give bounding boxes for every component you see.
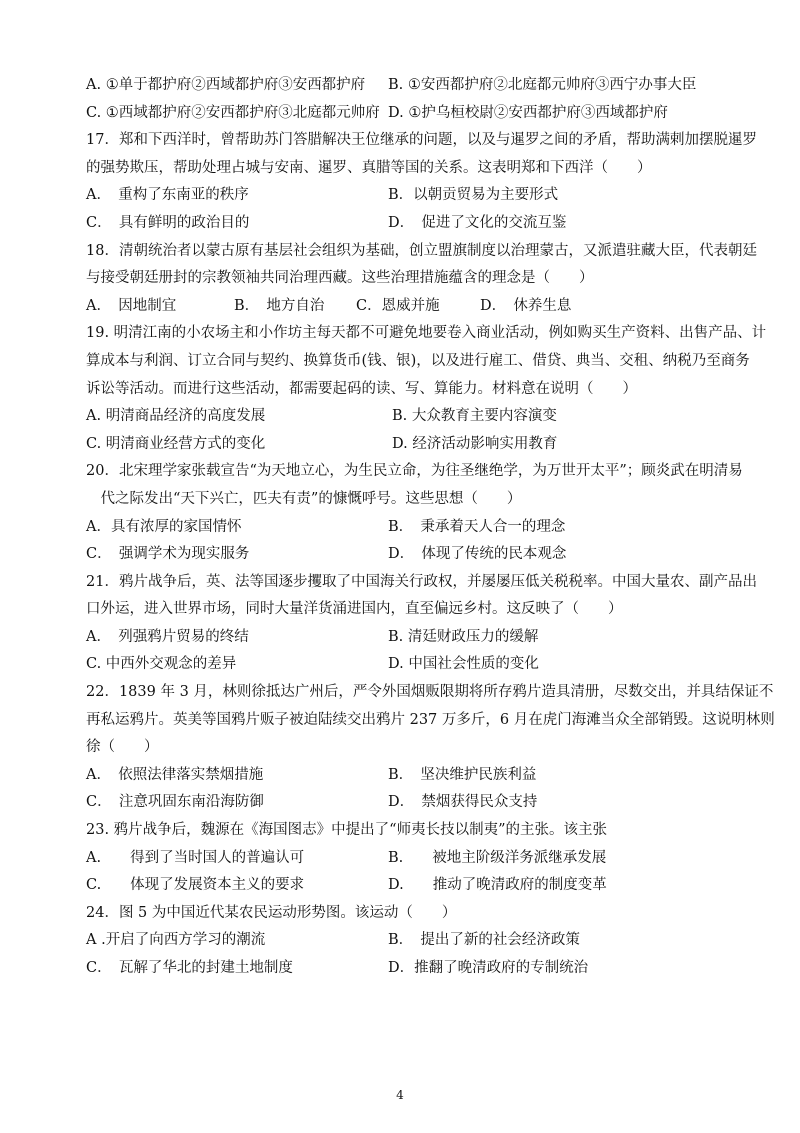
question-stem-line: 18．清朝统治者以蒙古原有基层社会组织为基础，创立盟旗制度以治理蒙古，又派遣驻藏大臣，代表朝廷 xyxy=(86,242,757,259)
question-stem-line: 22．1839 年 3 月，林则徐抵达广州后，严令外国烟贩限期将所存鸦片造具清册，尽数交出，并具结保证不 xyxy=(86,684,774,701)
question-stem-line: 17．郑和下西洋时，曾帮助苏门答腊解决王位继承的问题，以及与暹罗之间的矛盾，帮助满剌加摆脱暹罗 xyxy=(86,132,757,149)
option-row xyxy=(86,845,722,873)
option-c[interactable]: C． 强调学术为现实服务 xyxy=(86,546,250,563)
question-stem-line: 21．鸦片战争后，英、法等国逐步攫取了中国海关行政权，并屡屡压低关税税率。中国大量农、副产品出 xyxy=(86,573,757,590)
option-d[interactable]: D. ①护乌桓校尉②安西都护府③西域都护府 xyxy=(388,104,668,121)
option-b[interactable]: B． 秉承着天人合一的理念 xyxy=(388,518,566,535)
option-d[interactable]: D． 休养生息 xyxy=(480,297,572,314)
question-20 xyxy=(86,458,743,568)
option-d[interactable]: D．推翻了晚清政府的专制统治 xyxy=(388,960,589,976)
question-16-options xyxy=(86,72,722,127)
question-stem-line: 与接受朝廷册封的宗教领袖共同治理西藏。这些治理措施蕴含的理念是（ ） xyxy=(86,270,594,287)
question-24 xyxy=(86,900,722,983)
page-number: 4 xyxy=(396,1088,404,1102)
question-stem-line: 再私运鸦片。英美等国鸦片贩子被迫陆续交出鸦片 237 万多斤，6 月在虎门海滩当众全部销毁。这说明林则 xyxy=(86,711,775,728)
option-a[interactable]: A. 得到了当时国人的普遍认可 xyxy=(86,849,305,866)
exam-page xyxy=(86,72,775,983)
option-b[interactable]: B. ①安西都护府②北庭都元帅府③西宁办事大臣 xyxy=(388,77,697,93)
option-c[interactable]: C． 具有鲜明的政治目的 xyxy=(86,214,250,231)
question-18 xyxy=(86,238,757,321)
option-row xyxy=(86,431,722,459)
option-d[interactable]: D. 推动了晚清政府的制度变革 xyxy=(388,877,607,894)
option-row xyxy=(86,72,722,100)
option-a[interactable]: A. ①单于都护府②西域都护府③安西都护府 xyxy=(86,77,366,93)
option-c[interactable]: C． 瓦解了华北的封建土地制度 xyxy=(86,960,293,976)
option-c[interactable]: C. 中西外交观念的差异 xyxy=(86,656,237,673)
option-row xyxy=(86,927,722,955)
option-b[interactable]: B． 地方自治 xyxy=(234,297,325,314)
option-row xyxy=(86,624,722,652)
option-row xyxy=(86,210,722,238)
option-c[interactable]: C. ①西域都护府②安西都护府③北庭都元帅府 xyxy=(86,104,380,121)
question-stem-line: 代之际发出“天下兴亡，匹夫有责”的慷慨呼号。这些思想（ ） xyxy=(86,490,522,507)
option-a[interactable]: A． 重构了东南亚的秩序 xyxy=(86,187,249,204)
option-b[interactable]: B． 坚决维护民族利益 xyxy=(388,766,537,783)
question-22 xyxy=(86,679,775,817)
option-row xyxy=(86,955,722,983)
question-21 xyxy=(86,569,757,679)
question-stem-line: 23. 鸦片战争后，魏源在《海国图志》中提出了“师夷长技以制夷”的主张。该主张 xyxy=(86,822,607,839)
question-17 xyxy=(86,127,757,237)
option-a[interactable]: A． 因地制宜 xyxy=(86,297,177,314)
question-stem-line: 24．图 5 为中国近代某农民运动形势图。该运动（ ） xyxy=(86,904,457,921)
option-row xyxy=(86,293,722,321)
question-stem-line: 徐（ ） xyxy=(86,739,159,756)
question-stem-line: 20．北宋理学家张载宣告“为天地立心，为生民立命，为往圣继绝学，为万世开太平”；顾炎武在明清易 xyxy=(86,463,743,480)
option-a[interactable]: A． 依照法律落实禁烟措施 xyxy=(86,766,264,783)
option-row xyxy=(86,762,722,790)
option-a[interactable]: A. 明清商品经济的高度发展 xyxy=(86,408,266,425)
option-a[interactable]: A． 列强鸦片贸易的终结 xyxy=(86,628,249,645)
option-row xyxy=(86,541,722,569)
question-stem-line: 口外运，进入世界市场，同时大量洋货涌进国内，直至偏远乡村。这反映了（ ） xyxy=(86,601,623,618)
option-row xyxy=(86,514,722,542)
option-c[interactable]: C. 明清商业经营方式的变化 xyxy=(86,435,266,452)
option-row xyxy=(86,789,722,817)
option-c[interactable]: C． 注意巩固东南沿海防御 xyxy=(86,794,264,811)
question-stem-line: 算成本与利润、订立合同与契约、换算货币(钱、银)，以及进行雇工、借贷、典当、交租、纳税乃至商务 xyxy=(86,352,750,369)
option-a[interactable]: A .开启了向西方学习的潮流 xyxy=(86,932,266,949)
option-a[interactable]: A．具有浓厚的家国情怀 xyxy=(86,518,242,535)
option-d[interactable]: D. 经济活动影响实用教育 xyxy=(392,435,558,452)
option-row xyxy=(86,651,722,679)
option-b[interactable]: B． 提出了新的社会经济政策 xyxy=(388,932,580,949)
option-row xyxy=(86,872,722,900)
option-row xyxy=(86,403,722,431)
option-b[interactable]: B. 被地主阶级洋务派继承发展 xyxy=(388,849,607,866)
option-b[interactable]: B. 清廷财政压力的缓解 xyxy=(388,628,539,645)
question-stem-line: 的强势欺压，帮助处理占城与安南、暹罗、真腊等国的关系。这表明郑和下西洋（ ） xyxy=(86,159,652,176)
question-stem-line: 19. 明清江南的小农场主和小作坊主每天都不可避免地要卷入商业活动，例如购买生产资料、出售产品、计 xyxy=(86,325,767,342)
option-c[interactable]: C．恩威并施 xyxy=(356,297,440,314)
option-c[interactable]: C. 体现了发展资本主义的要求 xyxy=(86,877,305,894)
option-d[interactable]: D． 禁烟获得民众支持 xyxy=(388,794,538,811)
option-d[interactable]: D． 促进了文化的交流互鉴 xyxy=(388,214,567,231)
option-b[interactable]: B．以朝贡贸易为主要形式 xyxy=(388,187,559,204)
question-19 xyxy=(86,320,767,458)
option-row xyxy=(86,100,722,128)
option-d[interactable]: D. 中国社会性质的变化 xyxy=(388,656,539,673)
question-23 xyxy=(86,817,722,900)
option-d[interactable]: D． 体现了传统的民本观念 xyxy=(388,546,567,563)
option-row xyxy=(86,182,722,210)
option-b[interactable]: B. 大众教育主要内容演变 xyxy=(392,408,557,425)
question-stem-line: 诉讼等活动。而进行这些活动，都需要起码的读、写、算能力。材料意在说明（ ） xyxy=(86,380,637,397)
